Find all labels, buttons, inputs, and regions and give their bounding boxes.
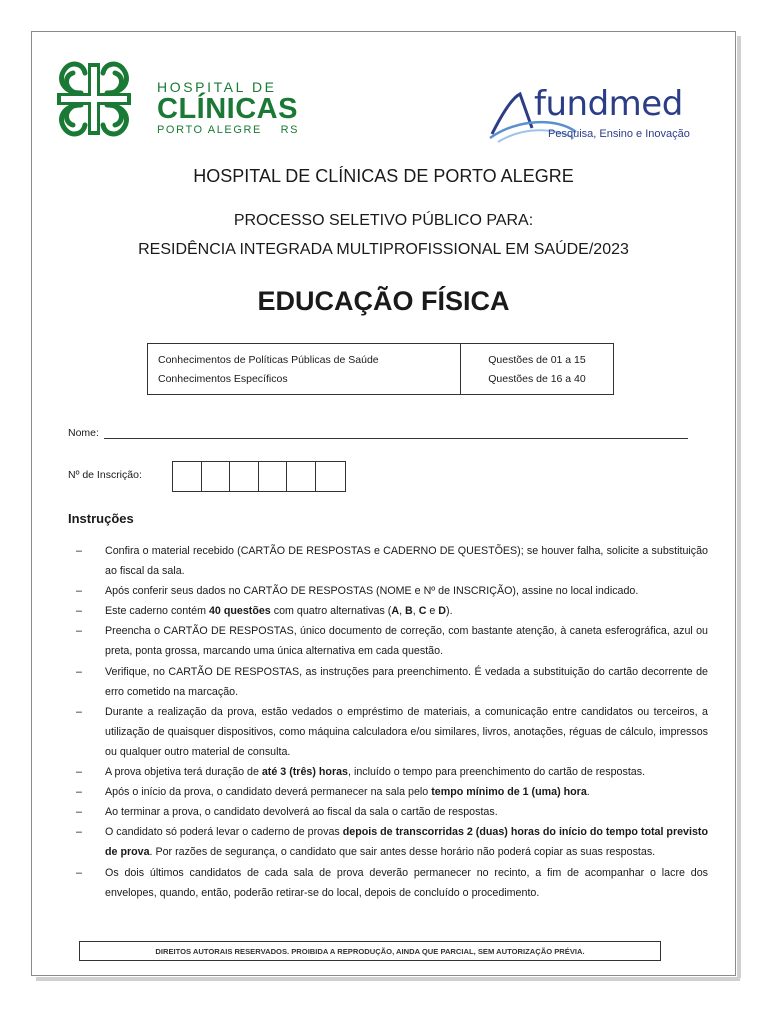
instruction-text-segment: com quatro alternativas (: [270, 605, 392, 618]
instruction-text-segment: Este caderno contém: [105, 605, 209, 618]
instruction-dash: –: [76, 866, 82, 879]
instruction-text-segment: ,: [399, 605, 406, 618]
table-row: [148, 344, 614, 370]
instruction-text: [105, 863, 708, 903]
instruction-item: [76, 581, 708, 601]
page-shadow-bottom: [36, 977, 740, 981]
question-summary-table: [147, 343, 614, 395]
instruction-item: [76, 621, 708, 661]
registration-digit-box[interactable]: [259, 462, 288, 491]
instruction-dash: –: [76, 786, 82, 799]
registration-digit-box[interactable]: [202, 462, 231, 491]
name-label: Nome:: [68, 427, 99, 439]
instruction-text-segment: . Por razões de segurança, o candidato que sair antes desse horário não poderá copiar as suas respostas.: [149, 846, 656, 859]
hcpa-logo-line2: CLÍNICAS: [157, 93, 298, 125]
instruction-item: [76, 702, 708, 762]
instruction-text-segment: .: [586, 786, 590, 799]
instruction-text-segment: Os dois últimos candidatos de cada sala de prova deverão permanecer no recinto, a fim de acompanhar o lacre dos envelopes, quando, então, poderão retirar-se do local, depois de concluído o procedimento.: [105, 866, 708, 899]
table-cell-questions: Questões de 16 a 40: [461, 369, 614, 395]
fundmed-logo: [488, 84, 718, 148]
instruction-text-segment: Verifique, no CARTÃO DE RESPOSTAS, as instruções para preenchimento. É vedada a substituição do cartão decorrente de erro cometido na marcação.: [105, 665, 708, 698]
process-title-line1: PROCESSO SELETIVO PÚBLICO PARA:: [233, 212, 534, 229]
instruction-text-segment: e: [426, 605, 439, 618]
instruction-item: [76, 802, 708, 822]
instruction-text-segment: A prova objetiva terá duração de: [105, 766, 262, 779]
instruction-item: [76, 762, 708, 782]
instruction-text: [105, 782, 708, 802]
instruction-bold-text: até 3 (três) horas: [261, 766, 348, 779]
instruction-text: [105, 802, 708, 822]
registration-digit-box[interactable]: [230, 462, 259, 491]
instruction-item: [76, 601, 708, 621]
fundmed-logo-name: fundmed: [534, 84, 683, 124]
copyright-notice: DIREITOS AUTORAIS RESERVADOS. PROIBIDA A REPRODUÇÃO, AINDA QUE PARCIAL, SEM AUTORIZAÇÃO PRÉVIA.: [79, 941, 661, 961]
instruction-bold-text: 40 questões: [208, 605, 271, 618]
instruction-text: [105, 581, 708, 601]
instruction-dash: –: [76, 585, 82, 598]
instruction-dash: –: [76, 705, 82, 718]
table-cell-area: Conhecimentos Específicos: [158, 372, 288, 385]
instruction-text-segment: Durante a realização da prova, estão vedados o empréstimo de materiais, a comunicação entre candidatos ou terceiros, a utilização de quaisquer dispositivos, como máquina calculadora e/ou similares, livros, anotações, réguas de cálculo, impressos ou qualquer outro material de consulta.: [105, 705, 708, 758]
subject-title: EDUCAÇÃO FÍSICA: [257, 286, 510, 316]
instruction-dash: –: [76, 605, 82, 618]
instruction-item: [76, 863, 708, 903]
registration-label: Nº de Inscrição:: [68, 469, 142, 481]
instruction-text-segment: Após conferir seus dados no CARTÃO DE RESPOSTAS (NOME e Nº de INSCRIÇÃO), assine no local indicado.: [105, 585, 639, 598]
table-cell-area: Conhecimentos de Políticas Públicas de Saúde: [158, 353, 379, 366]
instruction-dash: –: [76, 625, 82, 638]
instruction-dash: –: [76, 806, 82, 819]
hcpa-emblem-icon: [51, 57, 137, 141]
instruction-text-segment: O candidato só poderá levar o caderno de provas: [105, 826, 343, 839]
instruction-text-segment: , incluído o tempo para preenchimento do cartão de respostas.: [348, 766, 646, 779]
instruction-bold-text: A: [391, 605, 400, 618]
instruction-dash: –: [76, 665, 82, 678]
page-shadow-right: [737, 36, 741, 978]
instruction-item: [76, 822, 708, 862]
instruction-text-segment: Preencha o CARTÃO DE RESPOSTAS, único documento de correção, com bastante atenção, à caneta esferográfica, azul ou preta, ponta grossa, marcando uma única alternativa em cada questão.: [105, 625, 708, 658]
instruction-dash: –: [76, 826, 82, 839]
instruction-item: [76, 662, 708, 702]
instruction-bold-text: D: [438, 605, 447, 618]
instruction-item: [76, 782, 708, 802]
table-row: [148, 369, 614, 395]
instructions-list: [76, 541, 708, 903]
registration-digit-box[interactable]: [316, 462, 345, 491]
instruction-bold-text: C: [418, 605, 427, 618]
instruction-text-segment: ,: [412, 605, 419, 618]
name-field[interactable]: [104, 438, 688, 439]
registration-boxes[interactable]: [172, 461, 346, 492]
instruction-bold-text: depois de transcorridas 2 (duas) horas do início do tempo total previsto de prova: [105, 826, 709, 859]
instruction-text: [105, 662, 708, 702]
instruction-text: [105, 601, 708, 621]
instruction-bold-text: tempo mínimo de 1 (uma) hora: [431, 786, 587, 799]
instruction-text: [105, 621, 708, 661]
fundmed-logo-tagline: Pesquisa, Ensino e Inovação: [548, 128, 690, 140]
instructions-heading: Instruções: [68, 511, 134, 526]
instruction-text: [105, 541, 708, 581]
instruction-text-segment: Confira o material recebido (CARTÃO DE RESPOSTAS e CADERNO DE QUESTÕES); se houver falha, solicite a substituição ao fiscal da sala.: [105, 545, 708, 578]
instruction-text: [105, 702, 708, 762]
instruction-item: [76, 541, 708, 581]
registration-digit-box[interactable]: [173, 462, 202, 491]
hcpa-logo-line3: PORTO ALEGRE RS: [157, 124, 300, 136]
instruction-text: [105, 762, 708, 782]
process-title-line2: RESIDÊNCIA INTEGRADA MULTIPROFISSIONAL EM SAÚDE/2023: [138, 241, 629, 258]
instruction-text-segment: Ao terminar a prova, o candidato devolverá ao fiscal da sala o cartão de respostas.: [105, 806, 498, 819]
instruction-text-segment: ).: [446, 605, 453, 618]
instruction-dash: –: [76, 545, 82, 557]
hcpa-logo-line1: HOSPITAL DE: [157, 79, 277, 95]
table-cell-questions: Questões de 01 a 15: [461, 344, 614, 370]
instruction-text-segment: Após o início da prova, o candidato deverá permanecer na sala pelo: [105, 786, 432, 799]
registration-digit-box[interactable]: [287, 462, 316, 491]
hcpa-logo: [51, 57, 311, 141]
instruction-bold-text: B: [405, 605, 413, 618]
instruction-dash: –: [76, 766, 82, 779]
hospital-title: HOSPITAL DE CLÍNICAS DE PORTO ALEGRE: [193, 166, 574, 186]
instruction-text: [105, 822, 708, 862]
